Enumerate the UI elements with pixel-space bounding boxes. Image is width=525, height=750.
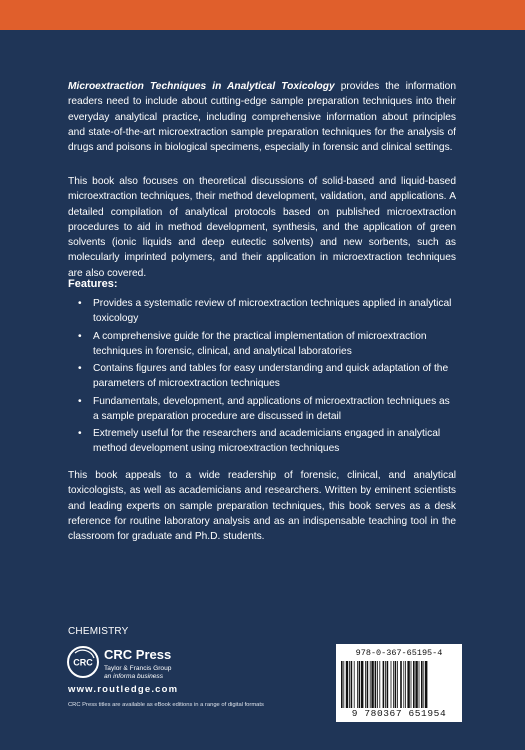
feature-item: • Fundamentals, development, and applications of microextraction techniques as a sample preparation procedure are discussed in detail <box>78 395 450 422</box>
barcode-icon <box>340 661 458 713</box>
barcode-box <box>336 644 462 722</box>
subject-category: CHEMISTRY <box>68 626 129 637</box>
intro-text: provides the information readers need to include about cutting-edge sample preparation techniques into their everyday analytical practice, including comprehensive information about principles and state-of-the-art microextraction sample preparation techniques for the analysis of drugs and poisons in biological specimens, especially in forensic and clinical settings. <box>68 81 456 154</box>
book-title: Microextraction Techniques in Analytical Toxicology <box>68 81 335 92</box>
publisher-name: CRC Press <box>104 647 172 662</box>
crc-logo-text: CRC <box>73 657 93 668</box>
publisher-url: www.routledge.com <box>68 684 179 695</box>
features-heading: Features: <box>68 278 118 290</box>
feature-item: • A comprehensive guide for the practical implementation of microextraction techniques in forensic, clinical, and analytical laboratories <box>78 330 427 357</box>
features-list <box>78 296 454 459</box>
crc-logo-icon <box>67 646 99 678</box>
publisher-group: Taylor & Francis Group <box>104 665 172 672</box>
intro-paragraph <box>68 79 456 155</box>
feature-item: • Extremely useful for the researchers and academicians engaged in analytical method development using microextraction techniques <box>78 428 441 455</box>
bullet-icon: • <box>78 428 82 439</box>
audience-paragraph: This book appeals to a wide readership of forensic, clinical, and analytical toxicologists, as well as academicians and researchers. Written by eminent scientists and leading experts on sample preparation techniques, this book serves as a desk reference for routine laboratory analysis and as an indispensable teaching tool in the classroom for graduate and Ph.D. students. <box>68 470 456 543</box>
description-paragraph: This book also focuses on theoretical discussions of solid-based and liquid-based microextraction techniques, their method development, validation, and applications. A detailed compilation of analytical protocols based on published microextraction procedures to aid in method development, synthesis, and the application of green solvents (ionic liquids and deep eutectic solvents) and new sorbents, such as molecularly imprinted polymers, and their application in microextraction techniques are also covered. <box>68 176 456 279</box>
top-accent-bar <box>0 0 525 30</box>
isbn-top: 978-0-367-65195-4 <box>355 648 443 658</box>
isbn-barcode-digits: 9 780367 651954 <box>338 708 460 719</box>
feature-item: • Provides a systematic review of microextraction techniques applied in analytical toxicology <box>78 298 452 325</box>
bullet-icon: • <box>78 298 82 309</box>
bullet-icon: • <box>78 395 82 407</box>
ebook-note: CRC Press titles are available as eBook editions in a range of digital formats <box>68 702 264 708</box>
feature-item: • Contains figures and tables for easy understanding and quick adaptation of the parameters of microextraction techniques <box>78 363 449 390</box>
bullet-icon: • <box>78 363 82 374</box>
publisher-tagline: an informa business <box>104 673 164 680</box>
bullet-icon: • <box>78 330 82 342</box>
